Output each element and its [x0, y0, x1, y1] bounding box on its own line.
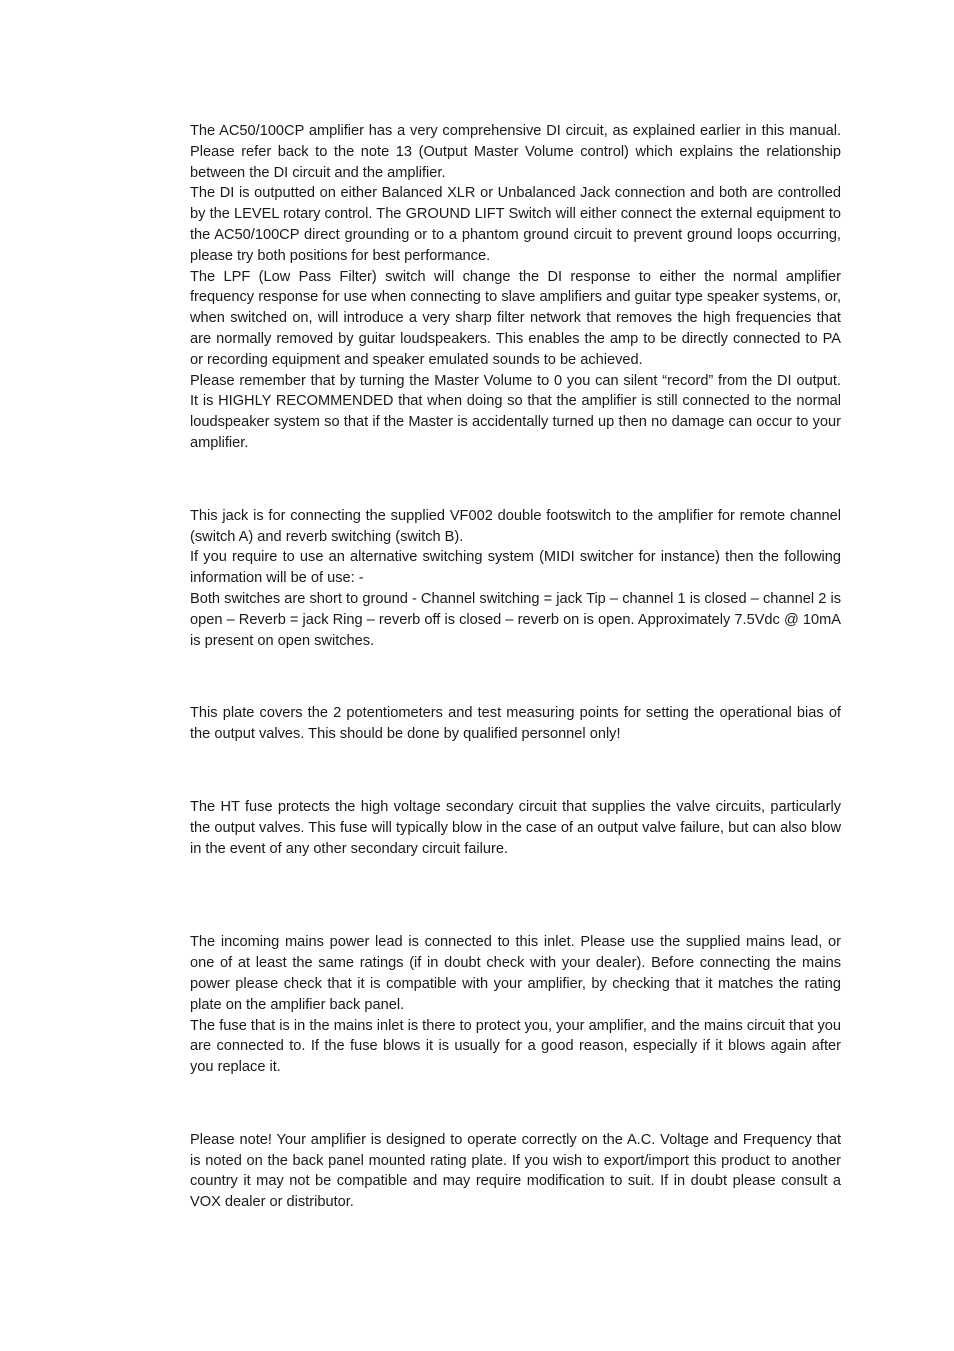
section-ht-fuse — [190, 797, 841, 859]
document-page — [190, 121, 841, 1213]
paragraph: The HT fuse protects the high voltage secondary circuit that supplies the valve circuits, particularly the output valves. This fuse will typically blow in the case of an output valve failure, but can also blow in the event of any other secondary circuit failure. — [190, 798, 841, 857]
paragraph: Please note! Your amplifier is designed to operate correctly on the A.C. Voltage and Frequency that is noted on the back panel mounted rating plate. If you wish to export/import this product to another country it may not be compatible and may require modification to suit. If in doubt please consult a VOX dealer or distributor. — [190, 1131, 841, 1211]
paragraph: This jack is for connecting the supplied VF002 double footswitch to the amplifier for remote channel (switch A) and reverb switching (switch B). — [190, 507, 841, 545]
paragraph: The incoming mains power lead is connected to this inlet. Please use the supplied mains lead, or one of at least the same ratings (if in doubt check with your dealer). Before connecting the mains power please check that it is compatible with your amplifier, by checking that it matches the rating plate on the amplifier back panel. — [190, 934, 841, 1013]
section-spacer — [190, 859, 841, 932]
section-spacer — [190, 745, 841, 797]
section-voltage-note — [190, 1130, 841, 1213]
section-spacer — [190, 651, 841, 703]
paragraph: The fuse that is in the mains inlet is there to protect you, your amplifier, and the mains circuit that you are connected to. If the fuse blows it is usually for a good reason, especially if it blows again after you replace it. — [190, 1017, 841, 1076]
section-spacer — [190, 1078, 841, 1130]
section-bias-plate — [190, 703, 841, 745]
section-spacer — [190, 454, 841, 506]
paragraph: The DI is outputted on either Balanced XLR or Unbalanced Jack connection and both are controlled by the LEVEL rotary control. The GROUND LIFT Switch will either connect the external equipment to the AC50/100CP direct grounding or to a phantom ground circuit to prevent ground loops occurring, please try both positions for best performance. — [190, 185, 841, 264]
section-di-output — [190, 121, 841, 454]
paragraph: If you require to use an alternative switching system (MIDI switcher for instance) then the following information will be of use: - — [190, 549, 841, 587]
paragraph: Both switches are short to ground - Channel switching = jack Tip – channel 1 is closed – channel 2 is open – Reverb = jack Ring – reverb off is closed – reverb on is open. Approximately 7.5Vdc @ 10mA is present on open switches. — [190, 590, 841, 649]
paragraph: The LPF (Low Pass Filter) switch will change the DI response to either the normal amplifier frequency response for use when connecting to slave amplifiers and guitar type speaker systems, or, when switched on, will introduce a very sharp filter network that removes the high frequencies that are normally removed by guitar loudspeakers. This enables the amp to be directly connected to PA or recording equipment and speaker emulated sounds to be achieved. — [190, 268, 841, 368]
section-mains-inlet — [190, 932, 841, 1078]
paragraph: This plate covers the 2 potentiometers and test measuring points for setting the operational bias of the output valves. This should be done by qualified personnel only! — [190, 705, 841, 743]
section-footswitch — [190, 506, 841, 652]
paragraph: The AC50/100CP amplifier has a very comprehensive DI circuit, as explained earlier in this manual. Please refer back to the note 13 (Output Master Volume control) which explains the relationship between the DI circuit and the amplifier. — [190, 123, 841, 181]
paragraph: Please remember that by turning the Master Volume to 0 you can silent “record” from the DI output. It is HIGHLY RECOMMENDED that when doing so that the amplifier is still connected to the normal loudspeaker system so that if the Master is accidentally turned up then no damage can occur to your amplifier. — [190, 372, 841, 451]
